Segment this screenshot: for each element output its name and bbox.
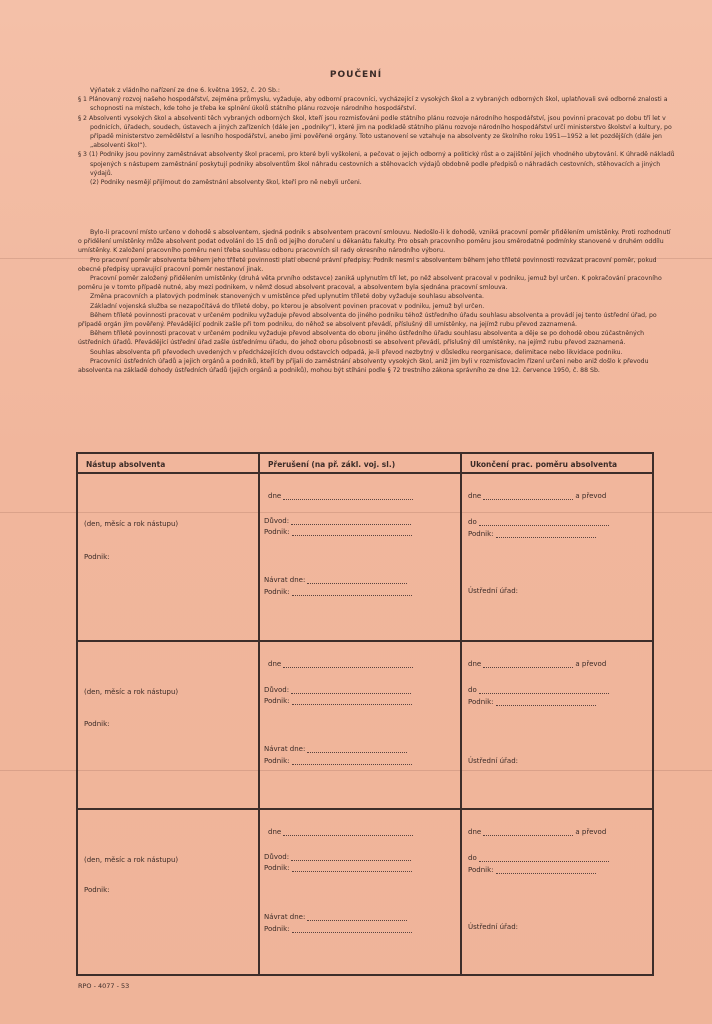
transfer-to-field[interactable] (468, 854, 609, 862)
end-date-field[interactable] (468, 492, 606, 500)
return-date-field[interactable] (264, 913, 407, 921)
end-date-field[interactable] (468, 828, 606, 836)
instruction-paragraph: Základní vojenská služba se nezapočítává do tříleté doby, po kterou je absolvent povinen pracovat v podniku, jemuž byl určen. (90, 302, 485, 310)
column-divider (258, 454, 260, 974)
field-label: Důvod: (264, 853, 290, 861)
field-label: Podnik: (264, 864, 290, 872)
row-divider (78, 808, 652, 810)
field-label: Podnik: (468, 698, 494, 706)
field-label: Návrat dne: (264, 745, 306, 753)
field-label: Důvod: (264, 517, 290, 525)
field-label: dne (468, 492, 482, 500)
return-date-field[interactable] (264, 745, 407, 753)
field-label: Podnik: (264, 757, 290, 765)
field-label: dne (268, 660, 282, 668)
field-label: do (468, 518, 477, 526)
page-title: POUČENÍ (329, 70, 383, 80)
field-label: Podnik: (264, 588, 290, 596)
instruction-paragraph: Souhlas absolventa při převodech uvedených v předcházejících dvou odstavcích odpadá, je-li převod nezbytný v důsledku reorganisace, delimitace nebo likvidace podniku. (90, 348, 623, 356)
interruption-company-field[interactable] (264, 864, 412, 872)
field-label: Důvod: (264, 686, 290, 694)
paragraph-2: § 2 Absolventi vysokých škol a absolventi těch vybraných odborných škol, kteří jsou rozmisťováni podle státního plánu rozvoje národního hospodářství, jsou povinni pracovat po dobu tří let v podnicích, úřadech, soudech, ústavech a jiných zařízeních (dále jen „podniky“), které jim na podkladě státního plánu rozvoje národního hospodářství určí ministerstvo školství a kultury, po případě ministerstvo zemědělství a lesního hospodářství, anebo jimi pověřené orgány. Toto ustanovení se vztahuje na absolventy ze školního roku 1951—1952 a let pozdějších (dále jen „absolventi škol“). (78, 114, 672, 150)
field-label: a převod (575, 660, 607, 668)
return-date-field[interactable] (264, 576, 407, 584)
legal-excerpt (78, 86, 676, 187)
paragraph-3-1: § 3 (1) Podniky jsou povinny zaměstnávat absolventy škol pracemi, pro které byli vyškoleni, a pečovat o jejich odborný a politický růst a o zajištění jejich vhodného ubytování. K úhradě nákladů spojených s nástupem zaměstnání poskytují podniky absolventům škol náhradu cestovních a stěhovacích výdajů obdobně podle předpisů o náhradách cestovních, stěhovacích a jiných výdajů. (78, 151, 675, 177)
paragraph-1: § 1 Plánovaný rozvoj našeho hospodářství, zejména průmyslu, vyžaduje, aby odborní pracovníci, vycházející z vysokých škol a z vybraných odborných škol, uplatňovali své odborné znalosti a schopnosti na místech, kde toho je třeba ke splnění úkolů státního plánu rozvoje národního hospodářství. (78, 96, 668, 113)
excerpt-intro: Výňatek z vládního nařízení ze dne 6. května 1952, č. 20 Sb.: (90, 87, 280, 94)
form-code: RPO - 4077 - 53 (78, 982, 130, 990)
column-divider (460, 454, 462, 974)
reason-field[interactable] (264, 853, 411, 861)
instruction-paragraph: Bylo-li pracovní místo určeno v dohodě s absolventem, sjedná podnik s absolventem pracovní smlouvu. Nedošlo-li k dohodě, vzniká pracovní poměr přidělením umístěnky. Proti rozhodnutí o přidělení umístěnky může absolvent podat odvolání do 15 dnů od jejího doručení u děkanátu fakulty. Pro obsah pracovního poměru jsou směrodatné podmínky stanovené v druhém oddílu umístěnky. K založení pracovního poměru není třeba souhlasu odboru pracovních sil rady okresního národního výboru. (78, 229, 671, 255)
field-label: Ústřední úřad: (468, 923, 519, 931)
instructions (78, 228, 676, 375)
end-company-field[interactable] (468, 866, 596, 874)
return-company-field[interactable] (264, 588, 412, 596)
interruption-date-field[interactable] (268, 828, 413, 836)
column-header-start: Nástup absolventa (86, 460, 166, 469)
reason-field[interactable] (264, 686, 411, 694)
reason-field[interactable] (264, 517, 411, 525)
end-company-field[interactable] (468, 698, 596, 706)
return-company-field[interactable] (264, 925, 412, 933)
field-label: dne (268, 492, 282, 500)
ministry-field[interactable] (468, 757, 518, 765)
field-label: Podnik: (264, 697, 290, 705)
field-label: dne (268, 828, 282, 836)
transfer-to-field[interactable] (468, 518, 609, 526)
field-label: Ústřední úřad: (468, 587, 519, 595)
transfer-to-field[interactable] (468, 686, 609, 694)
interruption-date-field[interactable] (268, 660, 413, 668)
start-date-label: (den, měsíc a rok nástupu) (84, 520, 179, 528)
field-label: Podnik: (264, 528, 290, 536)
start-company-label: Podnik: (84, 720, 110, 728)
field-label: a převod (575, 492, 607, 500)
instruction-paragraph: Pracovní poměr založený přidělením umístěnky (druhá věta prvního odstavce) zaniká uplynutím tří let, po něž absolvent pracoval v podniku, jemuž byl určen. K pokračování pracovního poměru je v tomto případě nutné, aby mezi podnikem, v němž dosud absolvent pracoval, a absolventem byla sjednána pracovní smlouva. (78, 275, 662, 292)
field-label: dne (468, 660, 482, 668)
header-divider (78, 472, 652, 474)
end-date-field[interactable] (468, 660, 606, 668)
field-label: Podnik: (264, 925, 290, 933)
column-header-interruption: Přerušení (na př. zákl. voj. sl.) (268, 460, 396, 469)
start-date-label: (den, měsíc a rok nástupu) (84, 688, 179, 696)
instruction-paragraph: Pro pracovní poměr absolventa během jeho tříleté povinnosti platí obecné právní předpisy. Podnik nesmí s absolventem během jeho tříleté povinnosti rozvázat pracovní poměr, pokud obecné předpisy upravující pracovní poměr nestanoví jinak. (78, 256, 657, 273)
instruction-paragraph: Během tříleté povinnosti pracovat v určeném podniku vyžaduje převod absolventa do jiného podniku téhož ústředního úřadu souhlasu absolventa a provádí jej tento ústřední úřad, po případě orgán jím pověřený. Převádějící podnik zašle při tom podniku, do něhož se absolvent převádí, příslušný díl umístěnky, na jejímž rubu převod zaznamená. (78, 311, 657, 329)
start-company-label: Podnik: (84, 553, 110, 561)
field-label: Návrat dne: (264, 576, 306, 584)
instruction-paragraph: Během tříleté povinnosti pracovat v určeném podniku vyžaduje převod absolventa do oboru jiného ústředního úřadu souhlasu absolventa a děje se po dohodě obou zúčastněných ústředních úřadů. Převádějící ústřední úřad zašle ústřednímu úřadu, do jehož oboru působnosti se absolvent převádí, příslušný díl umístěnky, na jejímž rubu převod zaznamená. (78, 330, 645, 347)
field-label: Návrat dne: (264, 913, 306, 921)
ministry-field[interactable] (468, 923, 518, 931)
row-divider (78, 640, 652, 642)
field-label: do (468, 854, 477, 862)
ministry-field[interactable] (468, 587, 518, 595)
start-company-label: Podnik: (84, 886, 110, 894)
interruption-company-field[interactable] (264, 697, 412, 705)
instruction-paragraph: Pracovníci ústředních úřadů a jejich orgánů a podniků, kteří by přijali do zaměstnání absolventy vysokých škol, aniž jim byli v rozmisťovacím řízení určeni nebo aniž došlo k převodu absolventa na základě dohody ústředních úřadů (jejich orgánů a podniků), mohou být stíháni podle § 72 trestního zákona správního ze dne 12. července 1950, č. 88 Sb. (78, 357, 649, 375)
start-date-label: (den, měsíc a rok nástupu) (84, 856, 179, 864)
paragraph-3-2: (2) Podniky nesmějí přijímout do zaměstnání absolventy škol, kteří pro ně nebyli určeni. (90, 179, 362, 187)
field-label: Podnik: (468, 866, 494, 874)
field-label: Ústřední úřad: (468, 757, 519, 765)
return-company-field[interactable] (264, 757, 412, 765)
field-label: a převod (575, 828, 607, 836)
field-label: do (468, 686, 477, 694)
field-label: dne (468, 828, 482, 836)
interruption-date-field[interactable] (268, 492, 413, 500)
end-company-field[interactable] (468, 530, 596, 538)
interruption-company-field[interactable] (264, 528, 412, 536)
instruction-paragraph: Změna pracovních a platových podmínek stanovených v umístěnce před uplynutím tříleté doby vyžaduje souhlasu absolventa. (90, 293, 484, 301)
column-header-end: Ukončení prac. poměru absolventa (470, 460, 618, 469)
field-label: Podnik: (468, 530, 494, 538)
